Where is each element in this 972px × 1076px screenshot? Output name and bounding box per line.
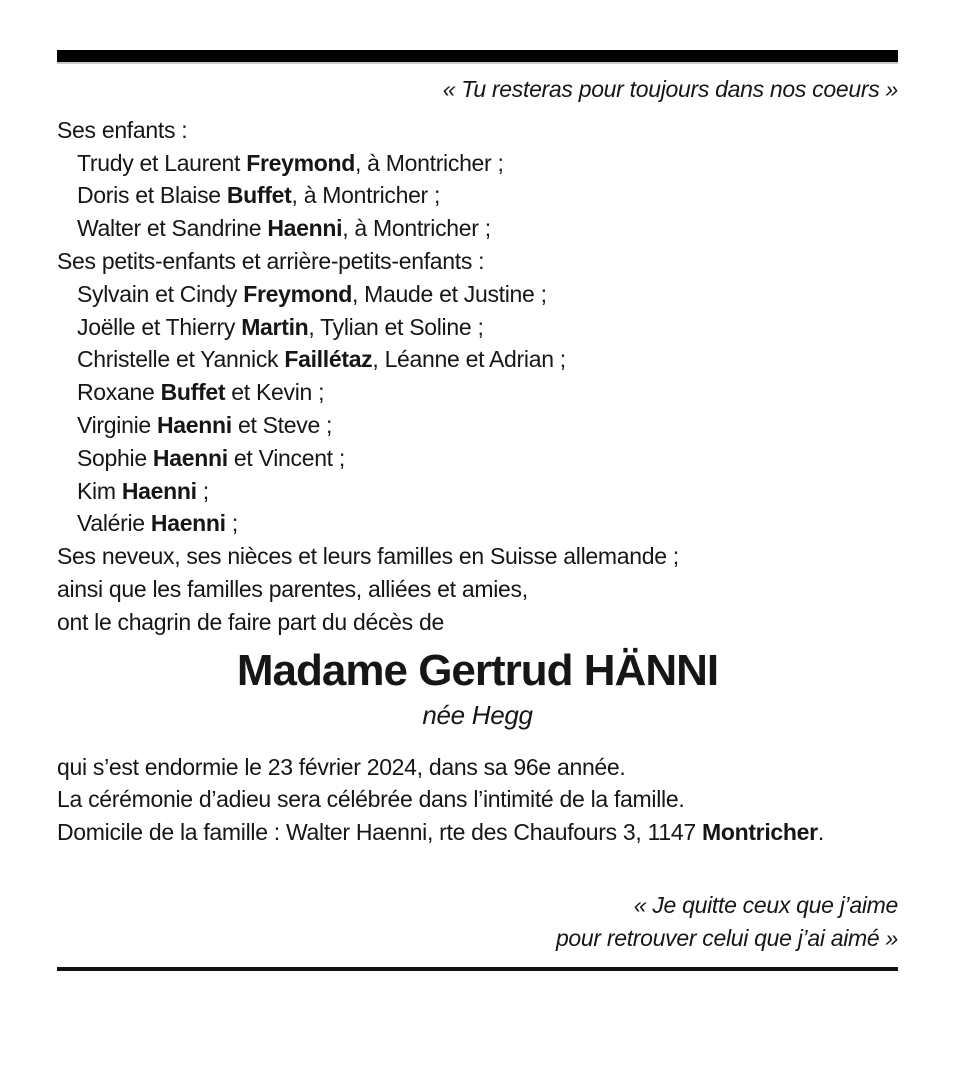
- text-segment: Doris et Blaise: [77, 182, 227, 209]
- deceased-name-title: Madame Gertrud HÄNNI: [236, 645, 719, 695]
- family-name-bold: Freymond: [246, 149, 355, 176]
- text-line: [57, 212, 898, 245]
- text-segment: et Vincent ;: [227, 444, 345, 471]
- text-segment: Kim: [77, 477, 122, 504]
- text-line: [57, 751, 898, 784]
- family-name-bold: Haenni: [121, 477, 197, 504]
- text-segment: Virginie: [77, 411, 157, 438]
- text-segment: Valérie: [77, 510, 151, 537]
- text-segment: qui s’est endormie le 23 février 2024, dans sa 96e année.: [57, 753, 626, 780]
- family-list: [57, 114, 898, 639]
- text-segment: Sophie: [77, 444, 153, 471]
- family-name-bold: Haenni: [150, 510, 226, 537]
- text-segment: , à Montricher ;: [342, 215, 491, 242]
- text-segment: La cérémonie d’adieu sera célébrée dans l’intimité de la famille.: [57, 786, 685, 813]
- announcement-details: [57, 751, 898, 849]
- text-line: [57, 540, 898, 573]
- text-line: [57, 114, 898, 147]
- text-segment: ont le chagrin de faire part du décès de: [57, 608, 444, 635]
- text-segment: ;: [196, 477, 209, 504]
- text-segment: Trudy et Laurent: [77, 149, 247, 176]
- text-line: [57, 475, 898, 508]
- closing-quote-line-2: pour retrouver celui que j’ai aimé »: [555, 924, 898, 951]
- text-line: [57, 245, 898, 278]
- text-segment: Ses neveux, ses nièces et leurs familles en Suisse allemande ;: [57, 543, 679, 570]
- maiden-name: née Hegg: [422, 699, 533, 730]
- family-name-bold: Haenni: [152, 444, 228, 471]
- family-name-bold: Haenni: [156, 411, 232, 438]
- text-segment: Christelle et Yannick: [77, 346, 285, 373]
- text-segment: .: [817, 819, 824, 846]
- text-segment: et Steve ;: [231, 411, 333, 438]
- text-line: [57, 376, 898, 409]
- family-name-bold: Faillétaz: [284, 346, 373, 373]
- text-line: [57, 816, 898, 849]
- text-segment: , Tylian et Soline ;: [308, 313, 484, 340]
- text-segment: Domicile de la famille : Walter Haenni, rte des Chaufours 3, 1147: [57, 819, 702, 846]
- family-name-bold: Buffet: [160, 379, 226, 406]
- text-segment: et Kevin ;: [225, 379, 325, 406]
- family-name-bold: Haenni: [267, 215, 343, 242]
- text-segment: Ses enfants :: [57, 116, 188, 143]
- opening-quote: « Tu resteras pour toujours dans nos coeurs »: [442, 76, 898, 102]
- family-name-bold: Freymond: [243, 280, 352, 307]
- family-name-bold: Buffet: [226, 182, 292, 209]
- text-line: [57, 311, 898, 344]
- top-divider-bar: [57, 50, 898, 64]
- text-segment: Joëlle et Thierry: [77, 313, 242, 340]
- text-segment: , à Montricher ;: [291, 182, 441, 209]
- text-line: [57, 343, 898, 376]
- text-segment: , Maude et Justine ;: [352, 280, 547, 307]
- text-line: [57, 573, 898, 606]
- text-line: [57, 278, 898, 311]
- text-segment: ainsi que les familles parentes, alliées et amies,: [57, 575, 528, 602]
- text-line: [57, 783, 898, 816]
- text-segment: Walter et Sandrine: [77, 215, 268, 242]
- closing-quote-line-1: « Je quitte ceux que j’aime: [633, 891, 898, 918]
- text-line: [57, 147, 898, 180]
- text-segment: , à Montricher ;: [355, 149, 504, 176]
- bottom-divider-line: [57, 967, 898, 971]
- text-line: [57, 606, 898, 639]
- text-line: [57, 179, 898, 212]
- family-name-bold: Montricher: [701, 819, 818, 846]
- text-line: [57, 442, 898, 475]
- obituary-content: [57, 50, 898, 971]
- closing-quote: [57, 889, 898, 955]
- text-segment: ;: [225, 510, 238, 537]
- family-name-bold: Martin: [241, 313, 309, 340]
- text-line: [57, 409, 898, 442]
- text-segment: Ses petits-enfants et arrière-petits-enfants :: [57, 247, 485, 274]
- text-segment: , Léanne et Adrian ;: [372, 346, 566, 373]
- text-line: [57, 507, 898, 540]
- text-segment: Roxane: [77, 379, 161, 406]
- text-segment: Sylvain et Cindy: [77, 280, 244, 307]
